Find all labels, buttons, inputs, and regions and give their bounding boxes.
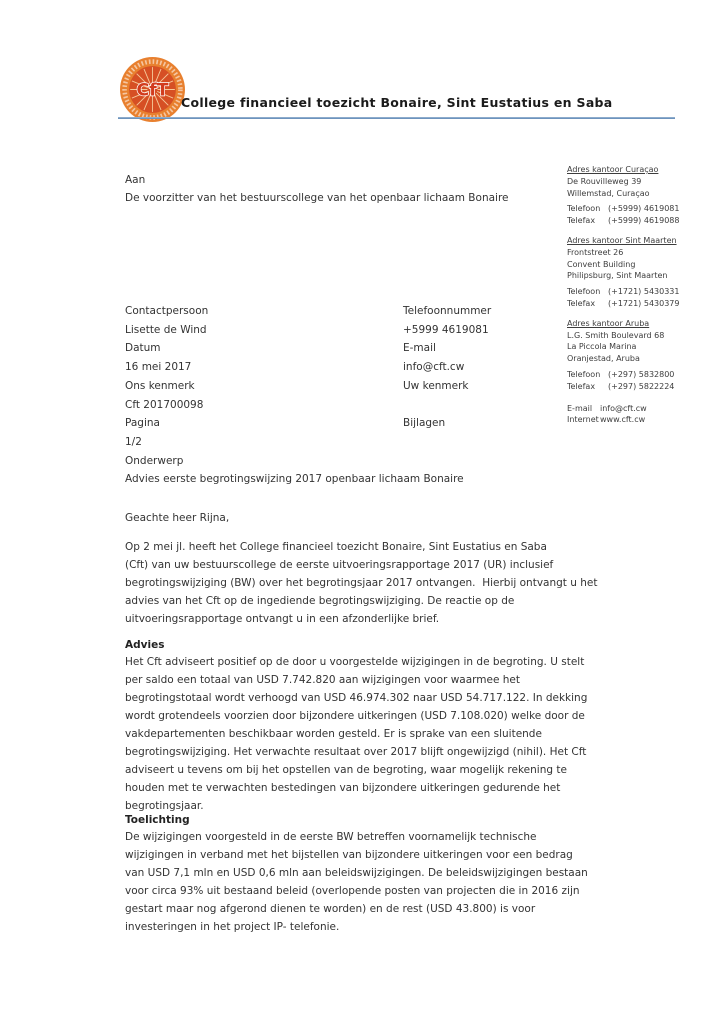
phone-label: Telefoon — [567, 204, 601, 214]
phone-label: Telefoon — [567, 369, 601, 379]
address-line: Frontstreet 26 — [567, 247, 624, 257]
cft-logo-text: CfT — [136, 80, 169, 101]
recipient-name: De voorzitter van het bestuurscollege van het openbaar lichaam Bonaire — [125, 192, 509, 204]
paragraph-line: begrotingswijziging (BW) over het begrotingsjaar 2017 ontvangen. Hierbij ontvangt u het — [125, 577, 598, 589]
meta-line: Telefoonnummer — [403, 305, 492, 317]
intro-paragraph — [125, 538, 597, 628]
salutation: Geachte heer Rijna, — [125, 512, 230, 524]
phone-row — [567, 369, 719, 381]
address-line: Philipsburg, Sint Maarten — [567, 271, 668, 281]
email-label: E-mail — [567, 403, 593, 413]
meta-line: Cft 201700098 — [125, 398, 204, 411]
meta-line — [403, 433, 491, 452]
meta-line: info@cft.cw — [403, 361, 465, 374]
meta-line: Datum — [125, 342, 161, 355]
phone-row — [567, 203, 719, 215]
toelichting-paragraph — [125, 828, 588, 936]
fax-value: (+5999) 4619088 — [608, 216, 680, 226]
office-title: Adres kantoor Aruba — [567, 318, 650, 328]
paragraph-line: per saldo een totaal van USD 7.742.820 aan wijzigingen voor waarmee het — [125, 674, 521, 686]
paragraph-line: adviseert u tevens om bij het opstellen van de begroting, waar mogelijk rekening te — [125, 764, 567, 776]
fax-row — [567, 215, 719, 227]
office-address — [567, 176, 719, 200]
fax-row — [567, 298, 719, 310]
meta-left-column — [125, 302, 208, 452]
meta-line: Uw kenmerk — [403, 379, 469, 392]
phone-value: (+297) 5832800 — [608, 369, 675, 379]
phone-label: Telefoon — [567, 287, 601, 297]
meta-line: 1/2 — [125, 435, 142, 448]
toelichting-heading: Toelichting — [125, 814, 190, 826]
recipient-label: Aan — [125, 174, 146, 186]
internet-value: www.cft.cw — [600, 415, 646, 425]
address-line: Oranjestad, Aruba — [567, 354, 640, 364]
cft-seal-logo — [119, 56, 186, 123]
office-phones — [567, 369, 719, 393]
address-line: Willemstad, Curaçao — [567, 188, 650, 198]
paragraph-line: advies van het Cft op de ingediende begrotingswijziging. De reactie op de — [125, 595, 515, 607]
paragraph-line: (Cft) van uw bestuurscollege de eerste uitvoeringsrapportage 2017 (UR) inclusief — [125, 559, 554, 571]
meta-line: Bijlagen — [403, 417, 446, 430]
fax-row — [567, 381, 719, 393]
office-phones — [567, 286, 719, 310]
paragraph-line: Het Cft adviseert positief op de door u voorgestelde wijzigingen in de begroting. U stelt — [125, 656, 585, 668]
sidebar-contact-block — [567, 403, 719, 427]
office-curacao — [567, 164, 719, 227]
meta-line: E-mail — [403, 342, 436, 355]
internet-label: Internet — [567, 415, 599, 425]
address-line: L.G. Smith Boulevard 68 — [567, 330, 665, 340]
advies-paragraph — [125, 653, 587, 815]
paragraph-line: De wijzigingen voorgesteld in de eerste BW betreffen voornamelijk technische — [125, 831, 537, 843]
recipient-block — [125, 171, 509, 207]
internet-row — [567, 414, 719, 426]
address-line: La Piccola Marina — [567, 342, 637, 352]
fax-value: (+297) 5822224 — [608, 381, 675, 391]
fax-value: (+1721) 5430379 — [608, 298, 680, 308]
paragraph-line: wijzigingen in verband met het bijstellen van bijzondere uitkeringen voor een bedrag — [125, 849, 573, 861]
paragraph-line: begrotingswijziging. Het verwachte resultaat over 2017 blijft ongewijzigd (nihil). Het Cft — [125, 746, 587, 758]
organization-title: College financieel toezicht Bonaire, Sint Eustatius en Saba — [181, 95, 613, 110]
paragraph-line: Op 2 mei jl. heeft het College financieel toezicht Bonaire, Sint Eustatius en Saba — [125, 541, 547, 553]
fax-label: Telefax — [567, 298, 596, 308]
paragraph-line: begrotingsjaar. — [125, 800, 204, 812]
header-divider-rule — [118, 117, 675, 119]
office-address — [567, 330, 719, 365]
paragraph-line: vakdepartementen beschikbaar worden gesteld. Er is sprake van een sluitende — [125, 728, 542, 740]
address-sidebar — [567, 164, 719, 426]
office-sint-maarten — [567, 235, 719, 310]
office-title: Adres kantoor Sint Maarten — [567, 235, 677, 245]
subject-block — [125, 452, 464, 488]
phone-value: (+1721) 5430331 — [608, 287, 680, 297]
office-aruba — [567, 318, 719, 393]
office-title: Adres kantoor Curaçao — [567, 165, 659, 174]
paragraph-line: wordt grotendeels voorzien door bijzondere uitkeringen (USD 7.108.020) welke door de — [125, 710, 585, 722]
fax-label: Telefax — [567, 381, 596, 391]
advies-heading: Advies — [125, 639, 165, 651]
paragraph-line: uitvoeringsrapportage ontvangt u in een afzonderlijke brief. — [125, 613, 440, 625]
meta-line: +5999 4619081 — [403, 323, 489, 336]
paragraph-line: begrotingstotaal wordt verhoogd van USD 46.974.302 naar USD 54.717.122. In dekking — [125, 692, 588, 704]
office-phones — [567, 203, 719, 227]
subject-text: Advies eerste begrotingswijzing 2017 openbaar lichaam Bonaire — [125, 473, 464, 485]
paragraph-line: investeringen in het project IP- telefonie. — [125, 921, 340, 933]
meta-line: Lisette de Wind — [125, 323, 207, 336]
phone-value: (+5999) 4619081 — [608, 204, 680, 214]
office-address — [567, 247, 719, 282]
meta-line — [403, 396, 491, 415]
subject-label: Onderwerp — [125, 455, 184, 467]
meta-line: Pagina — [125, 417, 160, 430]
address-line: De Rouvilleweg 39 — [567, 176, 642, 186]
fax-label: Telefax — [567, 216, 596, 226]
meta-line: Contactpersoon — [125, 305, 209, 317]
email-row — [567, 403, 719, 415]
meta-line: Ons kenmerk — [125, 379, 195, 392]
paragraph-line: voor circa 93% uit bestaand beleid (overlopende posten van projecten die in 2016 zijn — [125, 885, 580, 897]
email-value: info@cft.cw — [600, 403, 647, 413]
paragraph-line: houden met te verwachten bestedingen van bijzondere uitkeringen gedurende het — [125, 782, 561, 794]
paragraph-line: van USD 7,1 mln en USD 0,6 mln aan beleidswijzigingen. De beleidswijzigingen bestaan — [125, 867, 588, 879]
meta-line: 16 mei 2017 — [125, 361, 192, 374]
address-line: Convent Building — [567, 259, 636, 269]
paragraph-line: gestart maar nog afgerond dienen te worden) en de rest (USD 43.800) is voor — [125, 903, 536, 915]
phone-row — [567, 286, 719, 298]
meta-right-column — [403, 302, 491, 452]
